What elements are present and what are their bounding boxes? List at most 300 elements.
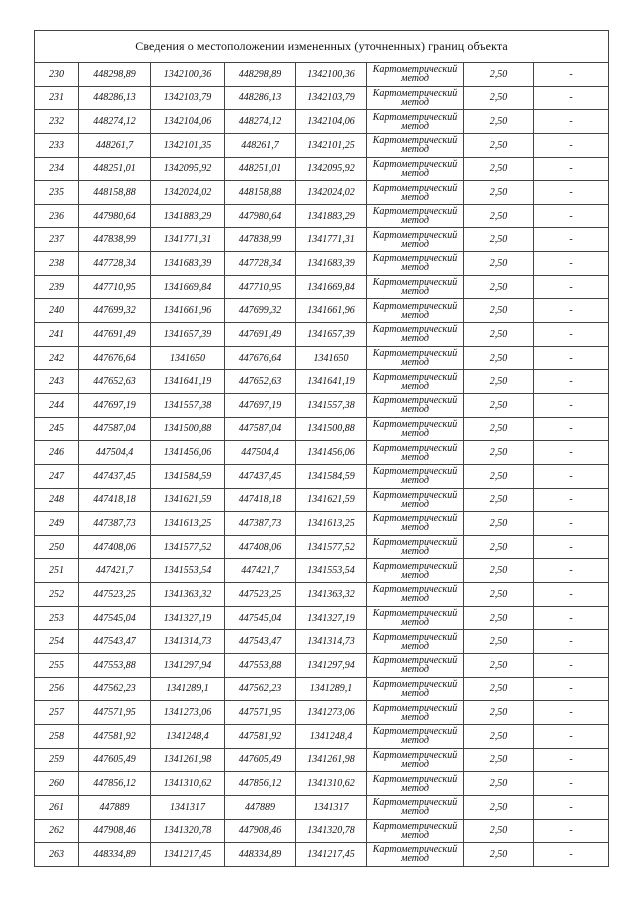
accuracy-cell: 2,50: [464, 346, 534, 370]
accuracy-cell: 2,50: [464, 535, 534, 559]
accuracy-cell: 2,50: [464, 157, 534, 181]
accuracy-cell: 2,50: [464, 86, 534, 110]
point-number-cell: 254: [35, 630, 79, 654]
table-body: [35, 63, 609, 867]
new-x-cell: 447437,45: [225, 464, 296, 488]
note-cell: -: [534, 417, 609, 441]
method-line-2: метод: [401, 144, 429, 156]
accuracy-cell: 2,50: [464, 110, 534, 134]
table-row: [35, 654, 609, 678]
method-line-2: метод: [401, 829, 429, 841]
table-row: [35, 535, 609, 559]
new-y-cell: 1341557,38: [296, 393, 367, 417]
old-y-cell: 1341661,96: [151, 299, 225, 323]
old-y-cell: 1341557,38: [151, 393, 225, 417]
method-line-2: метод: [401, 262, 429, 274]
old-y-cell: 1341261,98: [151, 748, 225, 772]
method-line-1: Картометрический: [372, 678, 458, 690]
point-number-cell: 247: [35, 464, 79, 488]
new-y-cell: 1341248,4: [296, 724, 367, 748]
note-cell: -: [534, 86, 609, 110]
accuracy-cell: 2,50: [464, 417, 534, 441]
old-x-cell: 448158,88: [79, 181, 151, 205]
table-row: [35, 393, 609, 417]
accuracy-cell: 2,50: [464, 512, 534, 536]
point-number-cell: 244: [35, 393, 79, 417]
point-number-cell: 241: [35, 323, 79, 347]
method-line-2: метод: [401, 782, 429, 794]
new-x-cell: 448251,01: [225, 157, 296, 181]
note-cell: -: [534, 393, 609, 417]
point-number-cell: 240: [35, 299, 79, 323]
method-line-1: Картометрический: [372, 844, 458, 856]
accuracy-cell: 2,50: [464, 583, 534, 607]
point-number-cell: 259: [35, 748, 79, 772]
method-cell: [367, 346, 464, 370]
method-line-1: Картометрический: [372, 655, 458, 667]
method-cell: [367, 441, 464, 465]
old-y-cell: 1342101,35: [151, 133, 225, 157]
old-y-cell: 1341553,54: [151, 559, 225, 583]
method-line-1: Картометрический: [372, 820, 458, 832]
old-y-cell: 1341297,94: [151, 654, 225, 678]
new-x-cell: 448286,13: [225, 86, 296, 110]
old-x-cell: 447856,12: [79, 772, 151, 796]
old-y-cell: 1341289,1: [151, 677, 225, 701]
method-line-1: Картометрический: [372, 64, 458, 76]
old-x-cell: 447562,23: [79, 677, 151, 701]
note-cell: -: [534, 252, 609, 276]
point-number-cell: 260: [35, 772, 79, 796]
old-x-cell: 447652,63: [79, 370, 151, 394]
point-number-cell: 263: [35, 843, 79, 867]
accuracy-cell: 2,50: [464, 63, 534, 87]
method-cell: [367, 606, 464, 630]
table-row: [35, 157, 609, 181]
method-cell: [367, 417, 464, 441]
method-line-2: метод: [401, 853, 429, 865]
method-line-2: метод: [401, 191, 429, 203]
old-y-cell: 1341621,59: [151, 488, 225, 512]
new-x-cell: 447581,92: [225, 724, 296, 748]
note-cell: -: [534, 795, 609, 819]
method-line-1: Картометрический: [372, 135, 458, 147]
accuracy-cell: 2,50: [464, 133, 534, 157]
method-line-1: Картометрический: [372, 158, 458, 170]
point-number-cell: 261: [35, 795, 79, 819]
table-row: [35, 63, 609, 87]
method-cell: [367, 724, 464, 748]
old-y-cell: 1341327,19: [151, 606, 225, 630]
new-x-cell: 448298,89: [225, 63, 296, 87]
old-y-cell: 1341669,84: [151, 275, 225, 299]
new-x-cell: 447691,49: [225, 323, 296, 347]
method-cell: [367, 819, 464, 843]
point-number-cell: 234: [35, 157, 79, 181]
new-y-cell: 1341217,45: [296, 843, 367, 867]
new-y-cell: 1341317: [296, 795, 367, 819]
table-row: [35, 346, 609, 370]
method-cell: [367, 654, 464, 678]
point-number-cell: 257: [35, 701, 79, 725]
new-y-cell: 1341297,94: [296, 654, 367, 678]
old-x-cell: 447545,04: [79, 606, 151, 630]
new-x-cell: 447710,95: [225, 275, 296, 299]
old-y-cell: 1342103,79: [151, 86, 225, 110]
note-cell: -: [534, 701, 609, 725]
new-y-cell: 1342024,02: [296, 181, 367, 205]
point-number-cell: 248: [35, 488, 79, 512]
method-line-2: метод: [401, 546, 429, 558]
new-x-cell: 447523,25: [225, 583, 296, 607]
old-x-cell: 447553,88: [79, 654, 151, 678]
point-number-cell: 245: [35, 417, 79, 441]
point-number-cell: 232: [35, 110, 79, 134]
method-line-1: Картометрический: [372, 702, 458, 714]
new-x-cell: 447838,99: [225, 228, 296, 252]
method-line-2: метод: [401, 806, 429, 818]
method-cell: [367, 772, 464, 796]
method-line-1: Картометрический: [372, 418, 458, 430]
method-line-2: метод: [401, 498, 429, 510]
method-line-2: метод: [401, 711, 429, 723]
method-cell: [367, 795, 464, 819]
note-cell: -: [534, 654, 609, 678]
method-line-1: Картометрический: [372, 182, 458, 194]
note-cell: -: [534, 843, 609, 867]
old-x-cell: 447710,95: [79, 275, 151, 299]
old-x-cell: 447418,18: [79, 488, 151, 512]
method-line-2: метод: [401, 475, 429, 487]
note-cell: -: [534, 204, 609, 228]
method-line-2: метод: [401, 687, 429, 699]
accuracy-cell: 2,50: [464, 677, 534, 701]
new-x-cell: 448274,12: [225, 110, 296, 134]
method-line-2: метод: [401, 758, 429, 770]
new-x-cell: 447889: [225, 795, 296, 819]
method-cell: [367, 323, 464, 347]
old-x-cell: 447676,64: [79, 346, 151, 370]
table-row: [35, 323, 609, 347]
note-cell: -: [534, 630, 609, 654]
method-cell: [367, 299, 464, 323]
method-line-2: метод: [401, 569, 429, 581]
point-number-cell: 256: [35, 677, 79, 701]
old-x-cell: 448274,12: [79, 110, 151, 134]
method-line-1: Картометрический: [372, 584, 458, 596]
method-line-2: метод: [401, 404, 429, 416]
method-cell: [367, 701, 464, 725]
point-number-cell: 251: [35, 559, 79, 583]
old-y-cell: 1342095,92: [151, 157, 225, 181]
table-row: [35, 133, 609, 157]
method-line-2: метод: [401, 167, 429, 179]
note-cell: -: [534, 772, 609, 796]
method-cell: [367, 110, 464, 134]
accuracy-cell: 2,50: [464, 559, 534, 583]
new-x-cell: 447676,64: [225, 346, 296, 370]
accuracy-cell: 2,50: [464, 654, 534, 678]
table-row: [35, 86, 609, 110]
note-cell: -: [534, 370, 609, 394]
old-x-cell: 447523,25: [79, 583, 151, 607]
note-cell: -: [534, 559, 609, 583]
point-number-cell: 236: [35, 204, 79, 228]
old-y-cell: 1341500,88: [151, 417, 225, 441]
new-y-cell: 1341314,73: [296, 630, 367, 654]
accuracy-cell: 2,50: [464, 204, 534, 228]
new-y-cell: 1341327,19: [296, 606, 367, 630]
old-x-cell: 447728,34: [79, 252, 151, 276]
method-line-1: Картометрический: [372, 229, 458, 241]
point-number-cell: 253: [35, 606, 79, 630]
accuracy-cell: 2,50: [464, 181, 534, 205]
method-line-2: метод: [401, 309, 429, 321]
point-number-cell: 258: [35, 724, 79, 748]
method-line-2: метод: [401, 120, 429, 132]
accuracy-cell: 2,50: [464, 843, 534, 867]
table-row: [35, 299, 609, 323]
old-y-cell: 1341650: [151, 346, 225, 370]
method-line-1: Картометрический: [372, 277, 458, 289]
table-row: [35, 512, 609, 536]
note-cell: -: [534, 464, 609, 488]
method-line-2: метод: [401, 617, 429, 629]
new-y-cell: 1341310,62: [296, 772, 367, 796]
new-y-cell: 1341500,88: [296, 417, 367, 441]
point-number-cell: 239: [35, 275, 79, 299]
old-x-cell: 447889: [79, 795, 151, 819]
note-cell: -: [534, 819, 609, 843]
new-y-cell: 1341621,59: [296, 488, 367, 512]
accuracy-cell: 2,50: [464, 819, 534, 843]
method-cell: [367, 677, 464, 701]
old-x-cell: 448286,13: [79, 86, 151, 110]
old-y-cell: 1342100,36: [151, 63, 225, 87]
table-row: [35, 630, 609, 654]
note-cell: -: [534, 323, 609, 347]
new-x-cell: 447587,04: [225, 417, 296, 441]
method-line-2: метод: [401, 664, 429, 676]
note-cell: -: [534, 488, 609, 512]
method-cell: [367, 228, 464, 252]
point-number-cell: 242: [35, 346, 79, 370]
old-x-cell: 448298,89: [79, 63, 151, 87]
method-cell: [367, 748, 464, 772]
point-number-cell: 237: [35, 228, 79, 252]
note-cell: -: [534, 157, 609, 181]
new-x-cell: 448261,7: [225, 133, 296, 157]
old-y-cell: 1341217,45: [151, 843, 225, 867]
new-y-cell: 1341771,31: [296, 228, 367, 252]
table-row: [35, 677, 609, 701]
table-row: [35, 441, 609, 465]
method-line-2: метод: [401, 96, 429, 108]
old-x-cell: 448251,01: [79, 157, 151, 181]
method-line-2: метод: [401, 522, 429, 534]
method-line-2: метод: [401, 735, 429, 747]
table-title: Сведения о местоположении измененных (уточненных) границ объекта: [35, 31, 609, 63]
new-x-cell: 447980,64: [225, 204, 296, 228]
new-y-cell: 1341456,06: [296, 441, 367, 465]
old-y-cell: 1341641,19: [151, 370, 225, 394]
old-x-cell: 447838,99: [79, 228, 151, 252]
method-cell: [367, 204, 464, 228]
new-x-cell: 447571,95: [225, 701, 296, 725]
boundary-coordinates-table: [34, 30, 609, 867]
method-line-2: метод: [401, 380, 429, 392]
accuracy-cell: 2,50: [464, 228, 534, 252]
new-y-cell: 1341289,1: [296, 677, 367, 701]
old-y-cell: 1341314,73: [151, 630, 225, 654]
old-x-cell: 447908,46: [79, 819, 151, 843]
new-x-cell: 447856,12: [225, 772, 296, 796]
new-y-cell: 1341669,84: [296, 275, 367, 299]
old-y-cell: 1341613,25: [151, 512, 225, 536]
note-cell: -: [534, 441, 609, 465]
old-x-cell: 447587,04: [79, 417, 151, 441]
accuracy-cell: 2,50: [464, 701, 534, 725]
method-line-1: Картометрический: [372, 631, 458, 643]
note-cell: -: [534, 677, 609, 701]
table-row: [35, 464, 609, 488]
note-cell: -: [534, 110, 609, 134]
old-x-cell: 448334,89: [79, 843, 151, 867]
old-y-cell: 1342104,06: [151, 110, 225, 134]
accuracy-cell: 2,50: [464, 393, 534, 417]
new-x-cell: 447728,34: [225, 252, 296, 276]
old-y-cell: 1341683,39: [151, 252, 225, 276]
point-number-cell: 250: [35, 535, 79, 559]
accuracy-cell: 2,50: [464, 464, 534, 488]
point-number-cell: 252: [35, 583, 79, 607]
method-cell: [367, 275, 464, 299]
new-x-cell: 447562,23: [225, 677, 296, 701]
accuracy-cell: 2,50: [464, 630, 534, 654]
note-cell: -: [534, 606, 609, 630]
method-line-1: Картометрический: [372, 608, 458, 620]
method-line-2: метод: [401, 357, 429, 368]
new-y-cell: 1341320,78: [296, 819, 367, 843]
new-y-cell: 1341261,98: [296, 748, 367, 772]
method-line-2: метод: [401, 215, 429, 227]
table-row: [35, 795, 609, 819]
table-row: [35, 110, 609, 134]
method-line-1: Картометрический: [372, 537, 458, 549]
method-line-1: Картометрический: [372, 442, 458, 454]
table-row: [35, 724, 609, 748]
table-row: [35, 748, 609, 772]
point-number-cell: 231: [35, 86, 79, 110]
table-row: [35, 819, 609, 843]
method-line-2: метод: [401, 238, 429, 250]
table-row: [35, 701, 609, 725]
old-y-cell: 1341883,29: [151, 204, 225, 228]
accuracy-cell: 2,50: [464, 795, 534, 819]
old-y-cell: 1341363,32: [151, 583, 225, 607]
new-x-cell: 447908,46: [225, 819, 296, 843]
table-row: [35, 370, 609, 394]
new-y-cell: 1342100,36: [296, 63, 367, 87]
old-y-cell: 1341310,62: [151, 772, 225, 796]
method-cell: [367, 843, 464, 867]
old-x-cell: 447980,64: [79, 204, 151, 228]
new-y-cell: 1341613,25: [296, 512, 367, 536]
old-x-cell: 447504,4: [79, 441, 151, 465]
old-y-cell: 1341456,06: [151, 441, 225, 465]
note-cell: -: [534, 275, 609, 299]
old-y-cell: 1341248,4: [151, 724, 225, 748]
method-line-2: метод: [401, 451, 429, 463]
method-cell: [367, 535, 464, 559]
method-cell: [367, 370, 464, 394]
new-x-cell: 447543,47: [225, 630, 296, 654]
new-y-cell: 1341363,32: [296, 583, 367, 607]
old-x-cell: 447421,7: [79, 559, 151, 583]
note-cell: -: [534, 299, 609, 323]
method-line-1: Картометрический: [372, 206, 458, 218]
method-line-1: Картометрический: [372, 560, 458, 572]
new-y-cell: 1341577,52: [296, 535, 367, 559]
old-x-cell: 447699,32: [79, 299, 151, 323]
old-y-cell: 1342024,02: [151, 181, 225, 205]
method-cell: [367, 133, 464, 157]
method-cell: [367, 512, 464, 536]
old-x-cell: 447408,06: [79, 535, 151, 559]
new-x-cell: 447697,19: [225, 393, 296, 417]
method-line-1: Картометрический: [372, 300, 458, 312]
new-x-cell: 447652,63: [225, 370, 296, 394]
table-row: [35, 275, 609, 299]
method-cell: [367, 464, 464, 488]
old-x-cell: 447697,19: [79, 393, 151, 417]
table-row: [35, 488, 609, 512]
new-y-cell: 1342104,06: [296, 110, 367, 134]
method-line-1: Картометрический: [372, 348, 458, 359]
new-x-cell: 447545,04: [225, 606, 296, 630]
new-x-cell: 447699,32: [225, 299, 296, 323]
table-row: [35, 583, 609, 607]
new-y-cell: 1342103,79: [296, 86, 367, 110]
old-x-cell: 447581,92: [79, 724, 151, 748]
method-line-1: Картометрический: [372, 489, 458, 501]
table-row: [35, 252, 609, 276]
table-row: [35, 606, 609, 630]
method-cell: [367, 630, 464, 654]
new-y-cell: 1341650: [296, 346, 367, 370]
new-x-cell: 447387,73: [225, 512, 296, 536]
new-y-cell: 1341683,39: [296, 252, 367, 276]
new-y-cell: 1341661,96: [296, 299, 367, 323]
method-line-2: метод: [401, 333, 429, 345]
accuracy-cell: 2,50: [464, 323, 534, 347]
old-x-cell: 447605,49: [79, 748, 151, 772]
point-number-cell: 233: [35, 133, 79, 157]
note-cell: -: [534, 724, 609, 748]
method-line-1: Картометрический: [372, 773, 458, 785]
method-line-2: метод: [401, 427, 429, 439]
note-cell: -: [534, 512, 609, 536]
method-line-2: метод: [401, 640, 429, 652]
table-header-row: [35, 31, 609, 63]
point-number-cell: 235: [35, 181, 79, 205]
method-line-1: Картометрический: [372, 395, 458, 407]
method-cell: [367, 63, 464, 87]
old-x-cell: 447691,49: [79, 323, 151, 347]
note-cell: -: [534, 535, 609, 559]
new-y-cell: 1341553,54: [296, 559, 367, 583]
accuracy-cell: 2,50: [464, 488, 534, 512]
